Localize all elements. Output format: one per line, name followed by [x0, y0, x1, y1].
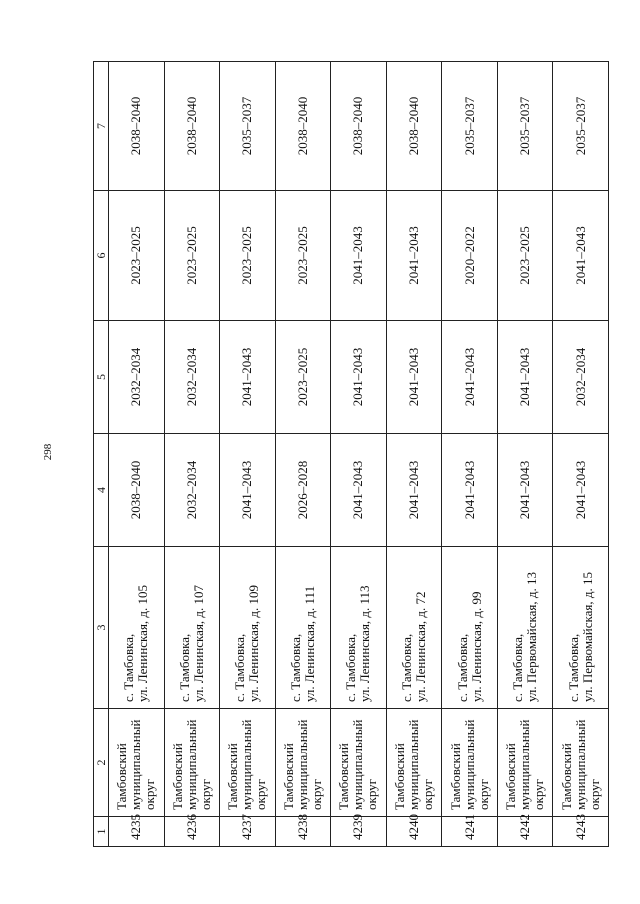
- cell-line: с. Тамбовка,: [176, 633, 192, 702]
- cell-line: ул. Ленинская, д. 72: [413, 591, 428, 702]
- cell-line: с. Тамбовка,: [510, 633, 526, 702]
- period-cell-col7: 2038–2040: [386, 62, 442, 191]
- district-cell: [164, 709, 220, 817]
- row-number: 4239: [331, 817, 387, 847]
- cell-line: округ: [308, 779, 324, 810]
- cell-line: ул. Ленинская, д. 109: [246, 584, 262, 702]
- header-cell: 6: [94, 191, 109, 321]
- period-cell-col6: 2041–2043: [386, 191, 442, 321]
- cell-line: ул. Ленинская, д. 105: [135, 584, 151, 702]
- row-number: 4242: [497, 817, 553, 847]
- period-cell-col7: 2035–2037: [497, 62, 553, 191]
- cell-line: Тамбовский: [392, 743, 407, 810]
- header-row: [94, 62, 109, 847]
- cell-line: округ: [142, 779, 158, 810]
- period-cell-col7: 2038–2040: [109, 62, 165, 191]
- cell-line: округ: [253, 779, 269, 810]
- period-cell-col4: 2032–2034: [164, 434, 220, 547]
- cell-line: ул. Ленинская, д. 111: [301, 585, 317, 702]
- header-cell: 2: [94, 709, 109, 817]
- cell-line: округ: [531, 779, 547, 810]
- cell-line: ул. Ленинская, д. 113: [357, 585, 373, 702]
- document-table-rotated: [93, 62, 609, 847]
- district-cell: [275, 709, 331, 817]
- row-number: 4236: [164, 817, 220, 847]
- period-cell-col7: 2038–2040: [331, 62, 387, 191]
- cell-line: округ: [420, 779, 435, 810]
- page-number: 298: [42, 443, 54, 461]
- table-row: [164, 62, 220, 847]
- row-number: 4235: [109, 817, 165, 847]
- period-cell-col5: 2041–2043: [497, 321, 553, 434]
- district-cell: [386, 709, 442, 817]
- cell-line: муниципальный: [183, 719, 199, 810]
- period-cell-col5: 2041–2043: [386, 321, 442, 434]
- period-cell-col7: 2038–2040: [164, 62, 220, 191]
- cell-line: муниципальный: [461, 719, 477, 810]
- period-cell-col7: 2035–2037: [220, 62, 276, 191]
- header-cell: 5: [94, 321, 109, 434]
- period-cell-col4: 2041–2043: [331, 434, 387, 547]
- row-number: 4237: [220, 817, 276, 847]
- table-body: [94, 62, 609, 847]
- row-number: 4238: [275, 817, 331, 847]
- period-cell-col7: 2035–2037: [442, 62, 498, 191]
- cell-line: муниципальный: [294, 719, 310, 810]
- period-cell-col6: 2023–2025: [497, 191, 553, 321]
- period-cell-col4: 2038–2040: [109, 434, 165, 547]
- cell-line: Тамбовский: [336, 743, 352, 810]
- cell-line: с. Тамбовка,: [287, 633, 303, 702]
- header-cell: 3: [94, 547, 109, 709]
- district-cell: [220, 709, 276, 817]
- cell-line: муниципальный: [239, 719, 255, 810]
- table-row: [497, 62, 553, 847]
- table-row: [220, 62, 276, 847]
- header-cell: 1: [94, 817, 109, 847]
- address-cell: [331, 547, 387, 709]
- cell-line: ул. Первомайская, д. 13: [524, 572, 540, 702]
- period-cell-col5: 2041–2043: [220, 321, 276, 434]
- period-cell-col5: 2032–2034: [109, 321, 165, 434]
- period-cell-col7: 2035–2037: [553, 62, 609, 191]
- cell-line: с. Тамбовка,: [121, 633, 137, 702]
- cell-line: Тамбовский: [225, 743, 241, 810]
- period-cell-col5: 2032–2034: [164, 321, 220, 434]
- period-cell-col6: 2023–2025: [164, 191, 220, 321]
- period-cell-col7: 2038–2040: [275, 62, 331, 191]
- header-cell: 4: [94, 434, 109, 547]
- address-cell: [164, 547, 220, 709]
- period-cell-col6: 2041–2043: [331, 191, 387, 321]
- cell-line: муниципальный: [517, 719, 533, 810]
- cell-line: Тамбовский: [558, 743, 574, 810]
- table-row: [386, 62, 442, 847]
- table-row: [442, 62, 498, 847]
- cell-line: с. Тамбовка,: [232, 633, 248, 702]
- cell-line: Тамбовский: [280, 743, 296, 810]
- cell-line: муниципальный: [350, 719, 366, 810]
- cell-line: муниципальный: [406, 719, 421, 810]
- period-cell-col4: 2026–2028: [275, 434, 331, 547]
- period-cell-col4: 2041–2043: [386, 434, 442, 547]
- table-row: [331, 62, 387, 847]
- period-cell-col4: 2041–2043: [497, 434, 553, 547]
- cell-line: округ: [197, 779, 213, 810]
- cell-line: ул. Ленинская, д. 99: [468, 591, 484, 702]
- district-cell: [442, 709, 498, 817]
- address-cell: [497, 547, 553, 709]
- address-cell: [442, 547, 498, 709]
- data-table: [93, 61, 609, 847]
- period-cell-col6: 2041–2043: [553, 191, 609, 321]
- district-cell: [553, 709, 609, 817]
- period-cell-col4: 2041–2043: [553, 434, 609, 547]
- cell-line: Тамбовский: [447, 743, 463, 810]
- period-cell-col6: 2023–2025: [109, 191, 165, 321]
- period-cell-col5: 2032–2034: [553, 321, 609, 434]
- row-number: 4240: [386, 817, 442, 847]
- cell-line: округ: [475, 779, 491, 810]
- cell-line: с. Тамбовка,: [343, 633, 359, 702]
- cell-line: с. Тамбовка,: [454, 633, 470, 702]
- header-cell: 7: [94, 62, 109, 191]
- period-cell-col4: 2041–2043: [220, 434, 276, 547]
- cell-line: муниципальный: [572, 719, 588, 810]
- period-cell-col5: 2041–2043: [331, 321, 387, 434]
- district-cell: [497, 709, 553, 817]
- table-row: [553, 62, 609, 847]
- district-cell: [109, 709, 165, 817]
- cell-line: Тамбовский: [169, 743, 185, 810]
- cell-line: с. Тамбовка,: [565, 633, 581, 702]
- row-number: 4243: [553, 817, 609, 847]
- address-cell: [220, 547, 276, 709]
- address-cell: [275, 547, 331, 709]
- cell-line: муниципальный: [128, 719, 144, 810]
- cell-line: ул. Ленинская, д. 107: [190, 584, 206, 702]
- cell-line: Тамбовский: [114, 743, 130, 810]
- period-cell-col6: 2023–2025: [275, 191, 331, 321]
- period-cell-col5: 2023–2025: [275, 321, 331, 434]
- table-row: [109, 62, 165, 847]
- cell-line: ул. Первомайская, д. 15: [579, 572, 595, 702]
- period-cell-col4: 2041–2043: [442, 434, 498, 547]
- cell-line: Тамбовский: [503, 743, 519, 810]
- period-cell-col6: 2020–2022: [442, 191, 498, 321]
- table-row: [275, 62, 331, 847]
- row-number: 4241: [442, 817, 498, 847]
- period-cell-col6: 2023–2025: [220, 191, 276, 321]
- cell-line: с. Тамбовка,: [399, 633, 414, 702]
- address-cell: [553, 547, 609, 709]
- period-cell-col5: 2041–2043: [442, 321, 498, 434]
- district-cell: [331, 709, 387, 817]
- cell-line: округ: [586, 779, 602, 810]
- address-cell: [109, 547, 165, 709]
- address-cell: [386, 547, 442, 709]
- cell-line: округ: [364, 779, 380, 810]
